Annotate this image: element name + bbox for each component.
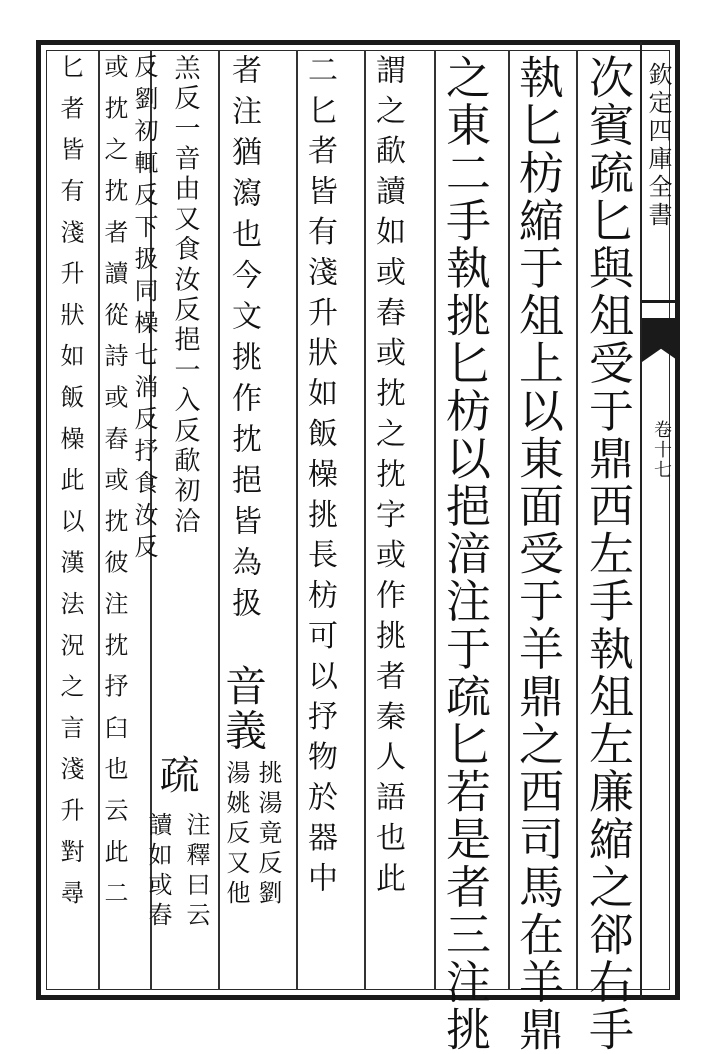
text-column-5: 二匕者皆有淺升狀如飯橾挑長枋可以抒物於器中 bbox=[302, 54, 337, 903]
text-column-7-head: 羔反一音由又食汝反挹一入反歃初洽 bbox=[170, 54, 200, 538]
yinyi-heading: 音義 bbox=[219, 664, 268, 754]
fishtail-rule bbox=[642, 300, 680, 303]
shu-heading: 疏 bbox=[153, 754, 199, 797]
text-column-4: 謂之歃讀如或舂或抌之抌字或作挑者秦人語也此 bbox=[370, 54, 405, 903]
text-column-8-head: 反劉初輒反下扱同橾七消反抒食汝反 bbox=[130, 54, 158, 566]
text-column-9: 或抌之抌者讀從詩或舂或抌彼注抌抒臼也云此二 bbox=[100, 54, 128, 922]
text-column-2: 執匕枋縮于俎上以東面受于羊鼎之西司馬在羊鼎 bbox=[511, 54, 564, 1054]
column-divider bbox=[508, 50, 510, 990]
text-column-6-head: 者注猶瀉也今文挑作抌挹皆為扱 bbox=[226, 54, 261, 628]
text-column-6-tail-left: 湯姚反又他 bbox=[222, 760, 250, 910]
column-divider bbox=[364, 50, 366, 990]
column-divider bbox=[576, 50, 578, 990]
text-column-3: 之東二手執挑匕枋以挹湆注于疏匕若是者三注挑 bbox=[438, 54, 491, 1054]
juan-number: 卷十七 bbox=[651, 420, 672, 480]
column-divider bbox=[434, 50, 436, 990]
column-divider bbox=[296, 50, 298, 990]
text-column-8-tail: 讀如或舂 bbox=[144, 812, 172, 932]
margin-title: 欽定四庫全書 bbox=[644, 62, 672, 230]
text-column-10: 匕者皆有淺升狀如飯橾此以漢法況之言淺升對尋 bbox=[56, 54, 84, 922]
column-divider bbox=[218, 50, 220, 990]
text-column-6-tail-right: 挑湯竟反劉 bbox=[254, 760, 282, 910]
text-column-7-tail: 注釋曰云 bbox=[182, 812, 210, 932]
text-column-1: 次賓疏匕與俎受于鼎西左手執俎左廉縮之郤右手 bbox=[581, 54, 634, 1054]
